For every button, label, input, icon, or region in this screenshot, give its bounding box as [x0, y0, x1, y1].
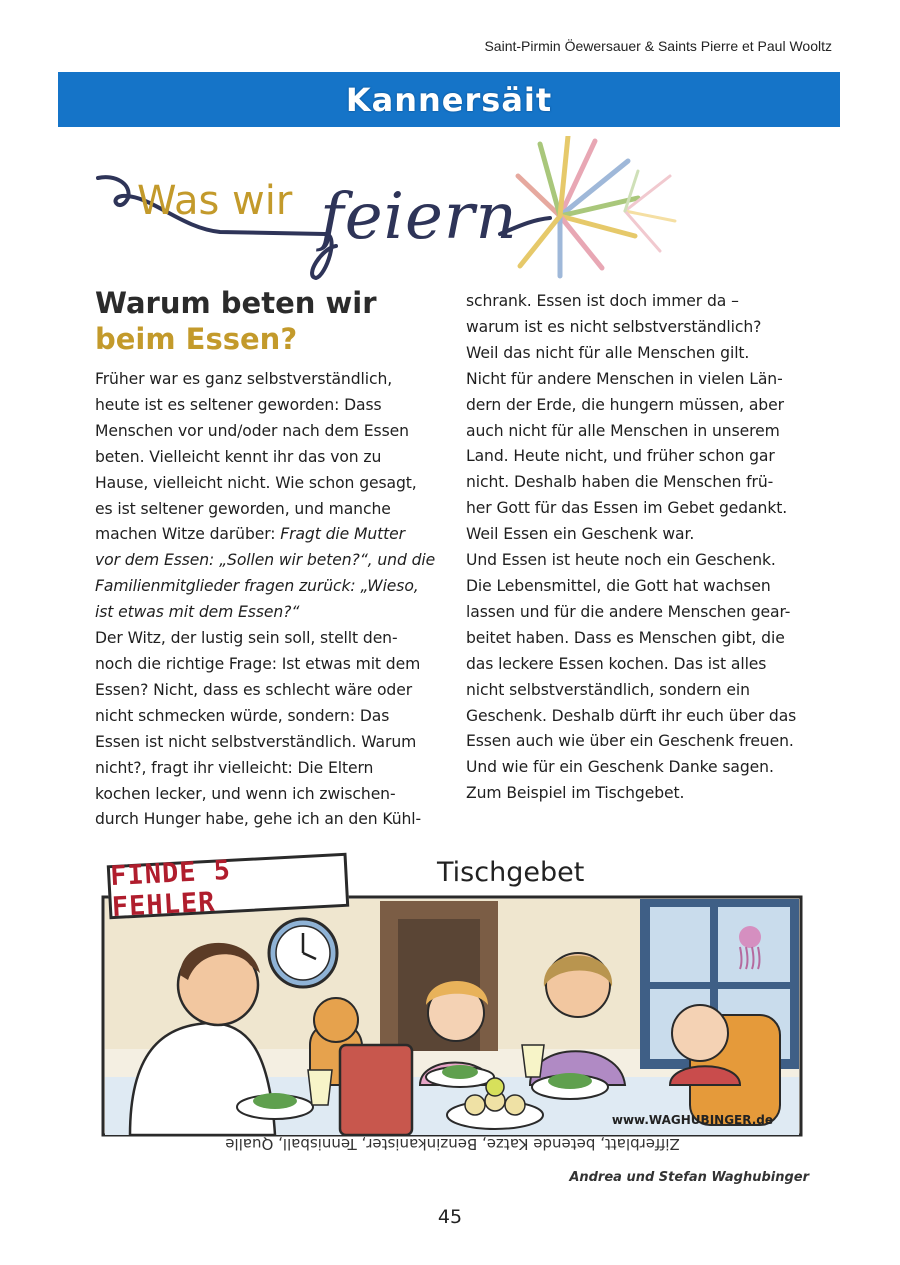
- text-line: warum ist es nicht selbstverständlich?: [466, 317, 762, 336]
- text-line: dern der Erde, die hungern müssen, aber: [466, 395, 784, 414]
- logo-was-wir: Was wir: [137, 178, 293, 224]
- upside-down-answers: Zifferblatt, betende Katze, Benzinkanister, Tennisball, Qualle: [225, 1135, 680, 1153]
- logo-feiern: feiern: [320, 180, 518, 254]
- text-line: her Gott für das Essen im Gebet gedankt.: [466, 499, 788, 518]
- article-right-column: [466, 289, 816, 807]
- text-line: Der Witz, der lustig sein soll, stellt den-: [95, 629, 398, 648]
- text-line: Essen? Nicht, dass es schlecht wäre oder: [95, 680, 413, 699]
- page-number: 45: [437, 1206, 463, 1228]
- text-line: Land. Heute nicht, und früher schon gar: [466, 447, 775, 466]
- text-line: nicht. Deshalb haben die Menschen frü-: [466, 473, 774, 492]
- text-line: nicht?, fragt ihr vielleicht: Die Eltern: [95, 758, 374, 777]
- text-line: Essen auch wie über ein Geschenk freuen.: [466, 732, 794, 751]
- section-banner: [58, 72, 840, 127]
- text-line: nicht selbstverständlich, sondern ein: [466, 680, 750, 699]
- firework-icon: [518, 136, 675, 276]
- text-line: [95, 522, 440, 548]
- cartoon-title: Tischgebet: [437, 857, 585, 888]
- article-headline: [95, 285, 435, 357]
- text-line: auch nicht für alle Menschen in unserem: [466, 421, 780, 440]
- text-line: beitet haben. Dass es Menschen gibt, die: [466, 628, 785, 647]
- text-line: Früher war es ganz selbstverständlich,: [95, 370, 393, 388]
- text-line: Weil das nicht für alle Menschen gilt.: [466, 343, 750, 362]
- text-line: Und wie für ein Geschenk Danke sagen.: [466, 758, 774, 777]
- text-line: es ist seltener geworden, und manche: [95, 499, 391, 518]
- text-line: Die Lebensmittel, die Gott hat wachsen: [466, 576, 771, 595]
- text-line: Geschenk. Deshalb dürft ihr euch über das: [466, 706, 797, 725]
- badge-text: FINDE 5 FEHLER: [109, 854, 232, 924]
- text-line: Und Essen ist heute noch ein Geschenk.: [466, 551, 776, 570]
- text-line: Nicht für andere Menschen in vielen Län-: [466, 369, 783, 388]
- joke-fragment: Fragt die Mutter: [280, 525, 405, 544]
- text-line: kochen lecker, und wenn ich zwischen-: [95, 784, 396, 803]
- joke-line: Familienmitglieder fragen zurück: „Wieso,: [95, 577, 419, 596]
- headline-line1: Warum beten wir: [95, 286, 377, 320]
- text-line: beten. Vielleicht kennt ihr das von zu: [95, 447, 382, 466]
- text-line: Zum Beispiel im Tischgebet.: [466, 784, 685, 803]
- text-line: heute ist es seltener geworden: Dass: [95, 395, 382, 414]
- text-line: das leckere Essen kochen. Das ist alles: [466, 654, 767, 673]
- cartoon-url: www.WAGHUBINGER.de: [611, 1113, 773, 1127]
- find-5-errors-badge: [107, 853, 349, 924]
- cartoon-authors: Andrea und Stefan Waghubinger: [569, 1170, 809, 1185]
- text-line: Hause, vielleicht nicht. Wie schon gesagt,: [95, 473, 417, 492]
- text-line: Essen ist nicht selbstverständlich. Warum: [95, 732, 417, 751]
- text-line: lassen und für die andere Menschen gear-: [466, 602, 791, 621]
- text-line: schrank. Essen ist doch immer da –: [466, 292, 739, 310]
- cartoon-tischgebet: [100, 855, 803, 1140]
- headline-line2: beim Essen?: [95, 322, 298, 356]
- banner-title: Kannersäit: [345, 80, 553, 119]
- text-line: durch Hunger habe, gehe ich an den Kühl-: [95, 810, 422, 829]
- joke-line: vor dem Essen: „Sollen wir beten?“, und die: [95, 551, 436, 570]
- text-line: Weil Essen ein Geschenk war.: [466, 525, 695, 544]
- was-wir-feiern-logo: [90, 136, 690, 286]
- text-line: noch die richtige Frage: Ist etwas mit dem: [95, 654, 421, 673]
- article-left-column: [95, 367, 440, 833]
- joke-line: ist etwas mit dem Essen?“: [95, 603, 300, 622]
- text-line: nicht schmecken würde, sondern: Das: [95, 706, 390, 725]
- text-line: Menschen vor und/oder nach dem Essen: [95, 421, 409, 440]
- text-fragment: machen Witze darüber:: [95, 525, 281, 544]
- header-authors: Saint-Pirmin Öewersauer & Saints Pierre et Paul Wooltz: [484, 38, 832, 54]
